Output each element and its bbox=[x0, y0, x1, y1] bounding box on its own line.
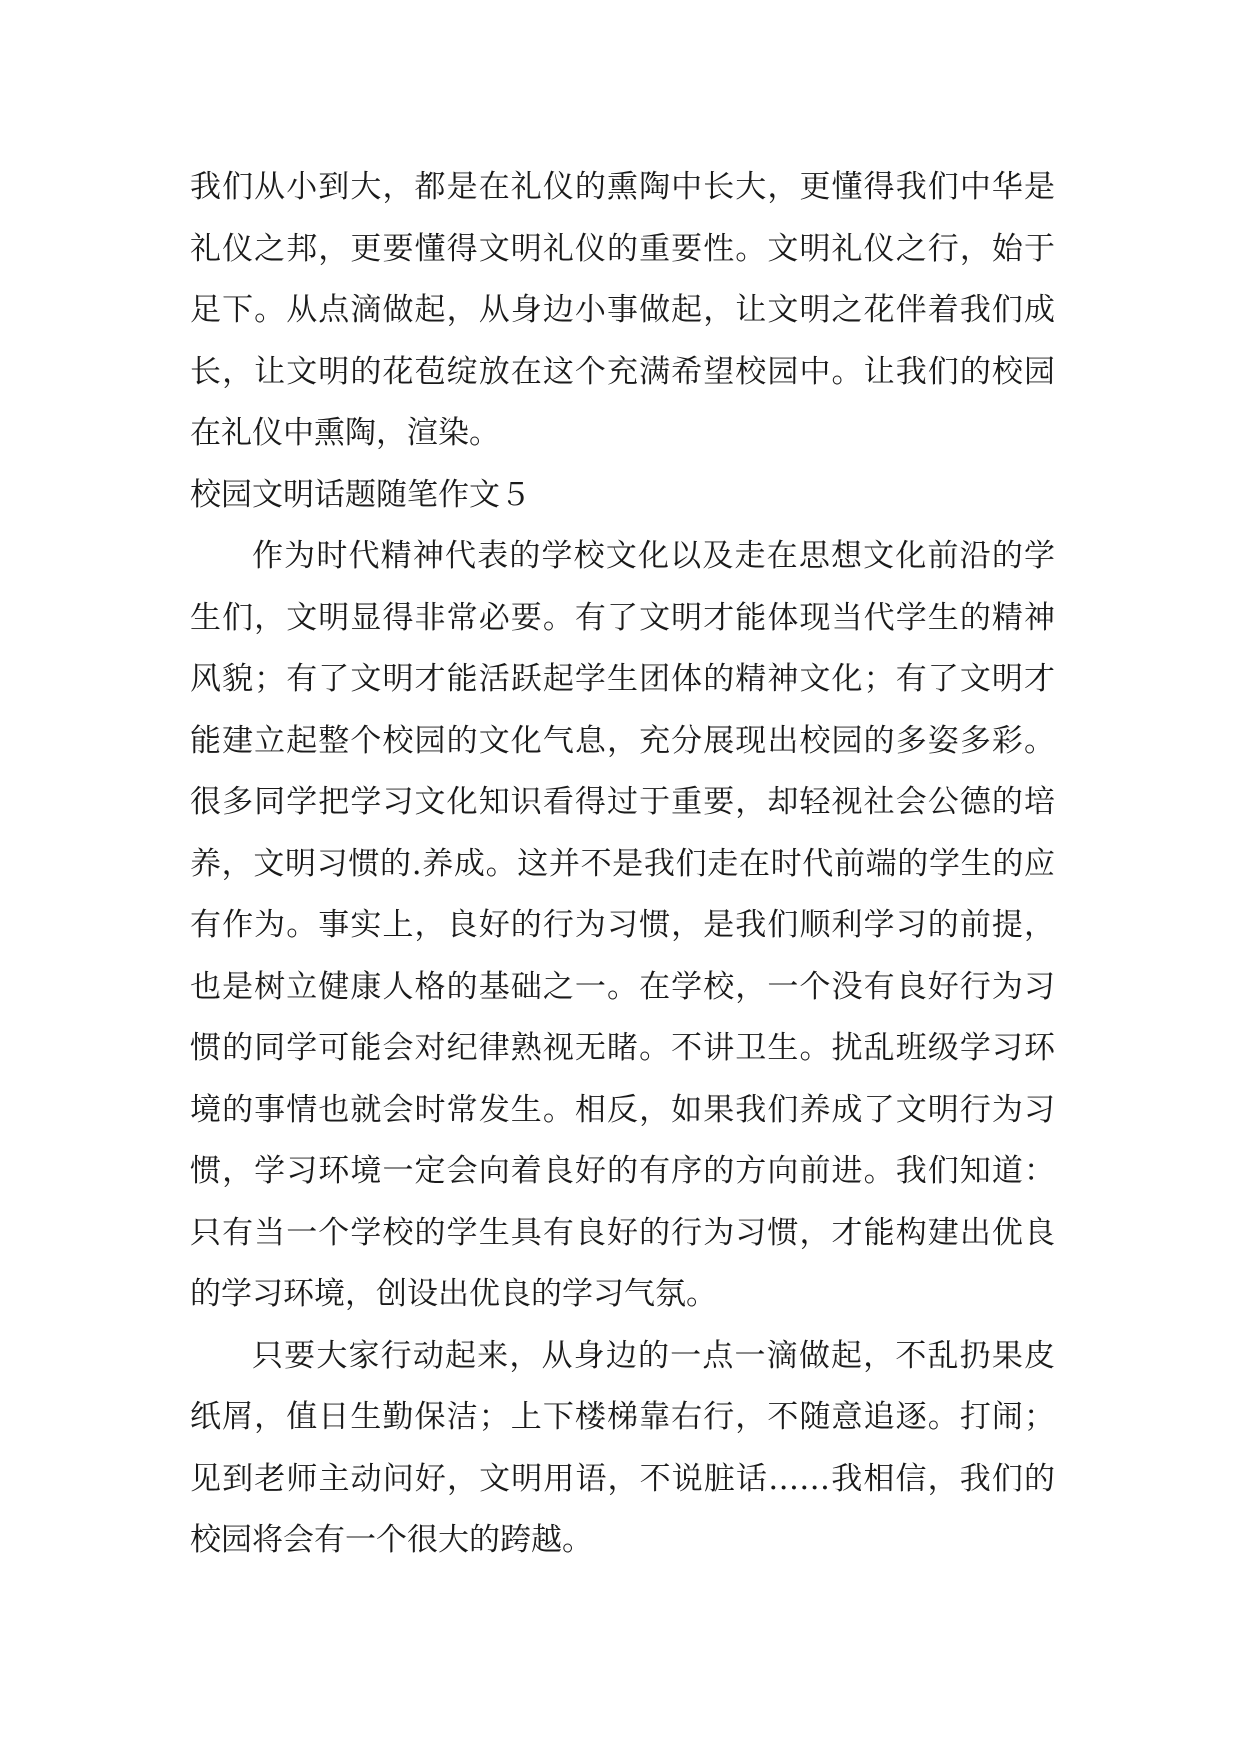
paragraph-intro: 我们从小到大，都是在礼仪的熏陶中长大，更懂得我们中华是礼仪之邦，更要懂得文明礼仪的重要性。文明礼仪之行，始于足下。从点滴做起，从身边小事做起，让文明之花伴着我们成长，让文明的花苞绽放在这个充满希望校园中。让我们的校园在礼仪中熏陶，渲染。 bbox=[190, 169, 1055, 451]
document-body bbox=[190, 157, 1055, 1572]
paragraph-2: 只要大家行动起来，从身边的一点一滴做起，不乱扔果皮纸屑，值日生勤保洁；上下楼梯靠右行，不随意追逐。打闹；见到老师主动问好，文明用语，不说脏话……我相信，我们的校园将会有一个很大的跨越。 bbox=[190, 1337, 1055, 1558]
paragraph-1: 作为时代精神代表的学校文化以及走在思想文化前沿的学生们，文明显得非常必要。有了文明才能体现当代学生的精神风貌；有了文明才能活跃起学生团体的精神文化；有了文明才能建立起整个校园的文化气息，充分展现出校园的多姿多彩。很多同学把学习文化知识看得过于重要，却轻视社会公德的培养，文明习惯的.养成。这并不是我们走在时代前端的学生的应有作为。事实上，良好的行为习惯，是我们顺利学习的前提，也是树立健康人格的基础之一。在学校，一个没有良好行为习惯的同学可能会对纪律熟视无睹。不讲卫生。扰乱班级学习环境的事情也就会时常发生。相反，如果我们养成了文明行为习惯，学习环境一定会向着良好的有序的方向前进。我们知道：只有当一个学校的学生具有良好的行为习惯，才能构建出优良的学习环境，创设出优良的学习气氛。 bbox=[190, 538, 1055, 1312]
section-heading: 校园文明话题随笔作文５ bbox=[190, 476, 531, 513]
